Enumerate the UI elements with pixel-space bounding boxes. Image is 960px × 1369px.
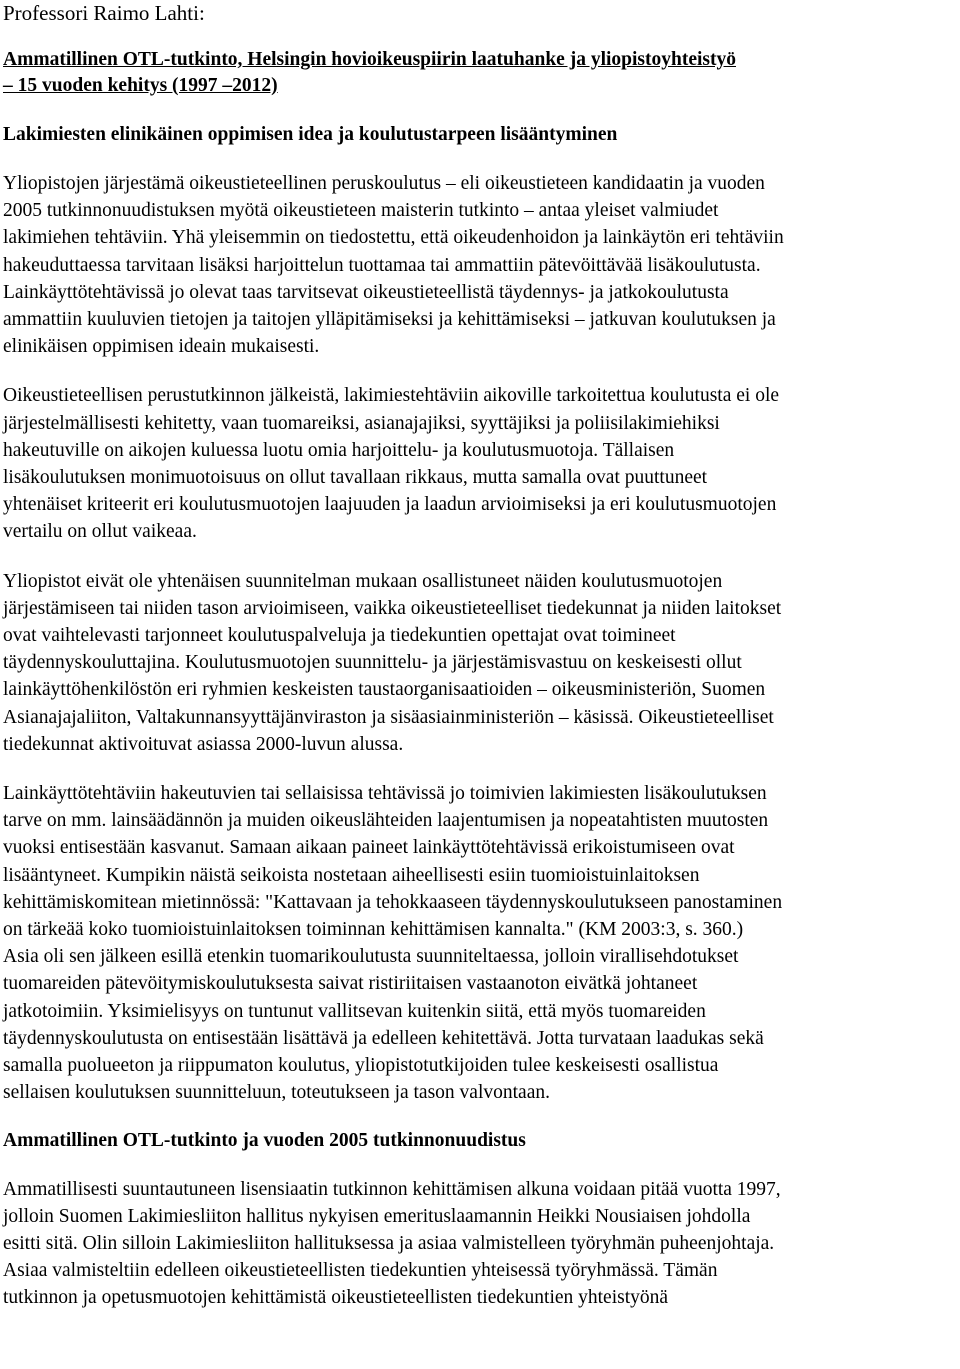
paragraph-line: vertailu on ollut vaikeaa.	[3, 521, 197, 543]
paragraph-line: lakimiehen tehtäviin. Yhä yleisemmin on tiedostettu, että oikeudenhoidon ja lainkäytön eri tehtäviin	[3, 227, 784, 249]
paragraph-line: lisääntyneet. Kumpikin näistä seikoista nostetaan aiheellisesti esiin tuomioistuinlaitoksen	[3, 864, 700, 886]
paragraph-line: järjestelmällisesti kehitetty, vaan tuomareiksi, asianajajiksi, syyttäjiksi ja poliisilakimiehiksi	[3, 412, 720, 434]
paragraph-line: tuomareiden pätevöitymiskoulutuksesta saivat ristiriitaisen vastaanoton eivätkä johtaneet	[3, 973, 698, 995]
paragraph-line: Asianajajaliiton, Valtakunnansyyttäjänviraston ja sisäasiainministeriön – käsissä. Oikeustieteelliset	[3, 706, 774, 728]
section-heading-otl-degree: Ammatillinen OTL-tutkinto ja vuoden 2005 tutkinnonuudistus	[3, 1129, 526, 1151]
paragraph-line: täydennyskouluttajina. Koulutusmuotojen suunnittelu- ja järjestämisvastuu on keskeisesti ollut	[3, 652, 742, 674]
paragraph-line: täydennyskoulutusta on entisestään lisättävä ja edelleen kehitettävä. Jotta turvataan laadukas sekä	[3, 1027, 764, 1049]
paragraph-line: Ammatillisesti suuntautuneen lisensiaatin tutkinnon kehittämisen alkuna voidaan pitää vuotta 1997,	[3, 1178, 781, 1200]
paragraph-2	[3, 382, 958, 545]
paragraph-1	[3, 170, 958, 360]
paragraph-line: hakeutuville on aikojen kuluessa luotu omia harjoittelu- ja koulutusmuotoja. Tällaisen	[3, 439, 675, 461]
paragraph-line: yhtenäiset kriteerit eri koulutusmuotojen laajuuden ja laadun arvioimiseksi ja eri koulutusmuotojen	[3, 494, 777, 516]
document-title	[3, 47, 958, 99]
paragraph-line: on tärkeää koko tuomioistuinlaitoksen toiminnan kehittämisen kannalta." (KM 2003:3, s. 360.)	[3, 919, 744, 941]
paragraph-line: ammattiin kuuluvien tietojen ja taitojen ylläpitämiseksi ja kehittämiseksi – jatkuvan koulutuksen ja	[3, 309, 776, 331]
paragraph-line: esitti sitä. Olin silloin Lakimiesliiton hallituksessa ja asiaa valmistelleen työryhmän puheenjohtaja.	[3, 1232, 775, 1254]
paragraph-4	[3, 780, 958, 1106]
paragraph-line: Oikeustieteellisen perustutkinnon jälkeistä, lakimiestehtäviin aikoville tarkoitettua koulutusta ei ole	[3, 385, 780, 407]
paragraph-line: elinikäisen oppimisen ideain mukaisesti.	[3, 336, 320, 358]
paragraph-line: vuoksi entisestään kasvanut. Samaan aikaan paineet lainkäyttötehtävissä erikoistumiseen ovat	[3, 837, 735, 859]
paragraph-line: lisäkoulutuksen monimuotoisuus on ollut tavallaan rikkaus, mutta samalla ovat puuttuneet	[3, 467, 708, 489]
section-heading-lifelong-learning: Lakimiesten elinikäinen oppimisen idea ja koulutustarpeen lisääntyminen	[3, 124, 618, 145]
paragraph-line: ovat vaihtelevasti tarjonneet koulutuspalveluja ja tiedekuntien opettajat ovat toimineet	[3, 625, 676, 647]
author-line: Professori Raimo Lahti:	[3, 1, 205, 25]
paragraph-line: Lainkäyttötehtäviin hakeutuvien tai sellaisissa tehtävissä jo toimivien lakimiesten lisäkoulutuksen	[3, 783, 767, 805]
paragraph-5	[3, 1176, 958, 1312]
paragraph-line: Asiaa valmisteltiin edelleen oikeustieteellisten tiedekuntien yhteisessä työryhmässä. Tämän	[3, 1260, 718, 1282]
paragraph-line: jatkotoimiin. Yksimielisyys on tuntunut vallitsevan kuitenkin siitä, että myös tuomareiden	[3, 1000, 706, 1022]
paragraph-line: Yliopistot eivät ole yhtenäisen suunnitelman mukaan osallistuneet näiden koulutusmuotojen	[3, 570, 723, 592]
paragraph-line: sellaisen koulutuksen suunnitteluun, toteutukseen ja tason valvontaan.	[3, 1082, 550, 1104]
paragraph-line: tarve on mm. lainsäädännön ja muiden oikeuslähteiden laajentumisen ja nopeatahtisten muutosten	[3, 810, 769, 832]
paragraph-line: jolloin Suomen Lakimiesliiton hallitus nykyisen emerituslaamannin Heikki Nousiaisen johdolla	[3, 1205, 751, 1227]
paragraph-line: Lainkäyttötehtävissä jo olevat taas tarvitsevat oikeustieteellistä täydennys- ja jatkokoulutusta	[3, 281, 729, 303]
paragraph-line: 2005 tutkinnonuudistuksen myötä oikeustieteen maisterin tutkinto – antaa yleiset valmiudet	[3, 200, 719, 222]
document-page	[3, 0, 958, 1312]
paragraph-line: hakeuduttaessa tarvitaan lisäksi harjoittelun tuottamaa tai ammattiin pätevöittävää lisäkoulutusta.	[3, 254, 761, 276]
paragraph-line: Asia oli sen jälkeen esillä etenkin tuomarikoulutusta suunniteltaessa, jolloin virallisehdotukset	[3, 946, 739, 968]
title-line-1: Ammatillinen OTL-tutkinto, Helsingin hovioikeuspiirin laatuhanke ja yliopistoyhteistyö	[3, 49, 736, 70]
paragraph-line: tutkinnon ja opetusmuotojen kehittämistä oikeustieteellisten tiedekuntien yhteistyönä	[3, 1287, 669, 1309]
paragraph-line: samalla puolueeton ja riippumaton koulutus, yliopistotutkijoiden tulee keskeisesti osallistua	[3, 1055, 719, 1077]
title-line-2: – 15 vuoden kehitys (1997 –2012)	[3, 75, 278, 96]
paragraph-line: lainkäyttöhenkilöstön eri ryhmien keskeisten taustaorganisaatioiden – oikeusministeriön, Suomen	[3, 679, 766, 701]
paragraph-line: tiedekunnat aktivoituvat asiassa 2000-luvun alussa.	[3, 733, 404, 755]
paragraph-line: Yliopistojen järjestämä oikeustieteellinen peruskoulutus – eli oikeustieteen kandidaatin ja vuoden	[3, 173, 765, 194]
paragraph-3	[3, 568, 958, 758]
paragraph-line: järjestämiseen tai niiden tason arvioimiseen, vaikka oikeustieteelliset tiedekunnat ja niiden laitokset	[3, 597, 782, 619]
paragraph-line: kehittämiskomitean mietinnössä: "Kattavaan ja tehokkaaseen täydennyskoulutukseen panostaminen	[3, 891, 783, 913]
